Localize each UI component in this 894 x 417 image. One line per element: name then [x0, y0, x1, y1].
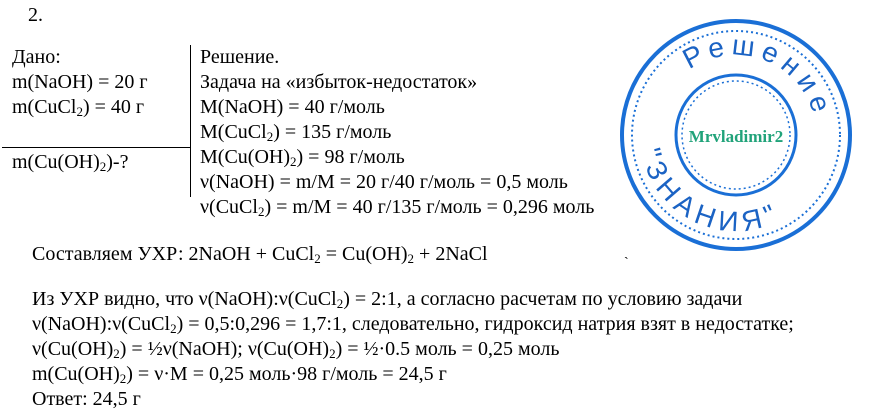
solution-text-post: ) = 98 г/моль: [296, 146, 405, 168]
solution-text: M(NaOH) = 40 г/моль: [200, 96, 385, 118]
analysis-text: ν(Cu(OH): [32, 338, 114, 360]
solution-text-post: ) = 135 г/моль: [273, 121, 392, 143]
answer-text: Ответ: 24,5 г: [32, 388, 141, 410]
find-text-post: )-?: [106, 151, 129, 173]
solution-line: [200, 70, 594, 95]
solution-line: [200, 95, 594, 120]
find-text: m(Cu(OH): [12, 151, 100, 173]
solution-line: [200, 120, 594, 145]
equation-line: [32, 242, 488, 267]
solution-text: M(CuCl: [200, 121, 267, 143]
analysis-line: [32, 287, 794, 312]
analysis-text-post: ) = 2:1, а согласно расчетам по условию задачи: [343, 288, 743, 310]
equation-sub2: 2: [407, 251, 415, 266]
solution-block: [200, 45, 594, 220]
solution-text: Задача на «избыток-недостаток»: [200, 71, 478, 93]
problem-number: 2.: [28, 4, 43, 26]
analysis-text-post: ) = ν·M = 0,25 моль·98 г/моль = 24,5 г: [126, 363, 447, 385]
analysis-text: ν(NaOH):ν(CuCl: [32, 313, 171, 335]
stamp-top-text: Решение: [677, 29, 839, 122]
find-line: [12, 150, 128, 175]
given-line: [12, 95, 148, 120]
analysis-text: m(Cu(OH): [32, 363, 120, 385]
stamp-center-text: Mrvladimir2: [688, 127, 784, 146]
equation-sub: 2: [314, 251, 321, 266]
analysis-text-post: ) = ½ν(NaOH); ν(Cu(OH): [119, 338, 330, 360]
solution-line: [200, 195, 594, 220]
solution-text: M(Cu(OH): [200, 146, 290, 168]
given-line-sub: 2: [76, 104, 83, 119]
analysis-sub: 2: [336, 296, 344, 311]
given-heading: Дано:: [12, 46, 61, 68]
solution-text-post: ) = m/M = 40 г/135 г/моль = 0,296 моль: [264, 196, 595, 218]
given-divider-horizontal: [2, 147, 190, 148]
stray-mark: ˏ: [624, 245, 629, 260]
analysis-line: [32, 337, 794, 362]
solution-sub: 2: [257, 204, 265, 219]
given-divider-vertical: [190, 45, 191, 197]
solution-text: ν(CuCl: [200, 196, 258, 218]
analysis-text: Из УХР видно, что ν(NaOH):ν(CuCl: [32, 288, 337, 310]
analysis-line: [32, 362, 794, 387]
stamp-bottom-text: "ЗНАНИЯ": [635, 144, 787, 238]
solution-line: [200, 170, 594, 195]
given-block: [12, 45, 148, 120]
answer-line: [32, 387, 794, 412]
given-line-text-post: ) = 40 г: [82, 96, 145, 118]
analysis-text-post: ) = 0,5:0,296 = 1,7:1, следовательно, гидроксид натрия взят в недостатке;: [176, 313, 794, 335]
given-line-text: m(NaOH) = 20 г: [12, 71, 148, 93]
solution-text: ν(NaOH) = m/M = 20 г/40 г/моль = 0,5 моль: [200, 171, 568, 193]
equation-text-post: + 2NaCl: [414, 243, 488, 265]
find-sub: 2: [99, 159, 107, 174]
solution-sub: 2: [290, 154, 297, 169]
solution-heading: Решение.: [200, 46, 280, 68]
stamp-seal: [616, 15, 856, 255]
solution-line: [200, 145, 594, 170]
analysis-block: [32, 287, 794, 412]
given-line: [12, 70, 148, 95]
solution-sub: 2: [266, 129, 274, 144]
analysis-sub: 2: [119, 371, 127, 386]
given-line-text: m(CuCl: [12, 96, 77, 118]
equation-text-mid: = Cu(OH): [320, 243, 408, 265]
analysis-line: [32, 312, 794, 337]
analysis-text-post2: ) = ½·0.5 моль = 0,25 моль: [335, 338, 560, 360]
equation-text: Составляем УХР: 2NaOH + CuCl: [32, 243, 315, 265]
analysis-sub: 2: [170, 321, 177, 336]
analysis-sub2: 2: [329, 346, 336, 361]
analysis-sub: 2: [113, 346, 120, 361]
